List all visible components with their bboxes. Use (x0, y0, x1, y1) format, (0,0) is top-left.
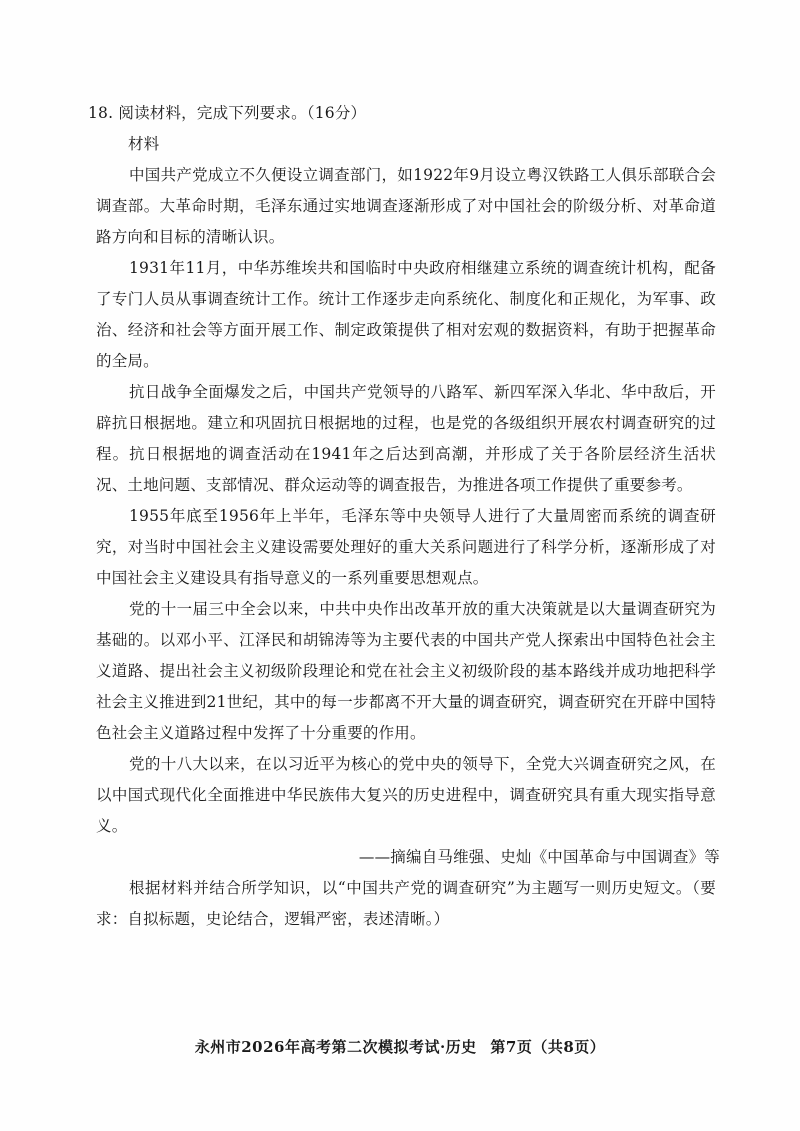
material-paragraph-6: 党的十八大以来，在以习近平为核心的党中央的领导下，全党大兴调查研究之风，在以中国式现代化全面推进中华民族伟大复兴的历史进程中，调查研究具有重大现实指导意义。 (96, 755, 716, 835)
footer-exam-title: 永州市2026年高考第二次模拟考试·历史 (194, 1038, 477, 1056)
material-paragraph-3: 抗日战争全面爆发之后，中国共产党领导的八路军、新四军深入华北、华中敌后，开辟抗日根据地。建立和巩固抗日根据地的过程，也是党的各级组织开展农村调查研究的过程。抗日根据地的调查活动在1941年之后达到高潮，并形成了关于各阶层经济生活状况、土地问题、支部情况、群众运动等的调查报告，为推进各项工作提供了重要参考。 (96, 383, 716, 494)
question-header: 18. 阅读材料，完成下列要求。（16分） (88, 104, 367, 122)
material-label: 材料 (128, 135, 160, 153)
footer-page-number: 第7页（共8页） (490, 1038, 606, 1056)
question-task: 根据材料并结合所学知识，以“中国共产党的调查研究”为主题写一则历史短文。（要求：自拟标题，史论结合，逻辑严密，表述清晰。） (96, 879, 716, 928)
material-source: ——摘编自马维强、史灿《中国革命与中国调查》等 (358, 848, 720, 866)
page-footer (0, 1036, 800, 1057)
material-paragraph-2: 1931年11月，中华苏维埃共和国临时中央政府相继建立系统的调查统计机构，配备了专门人员从事调查统计工作。统计工作逐步走向系统化、制度化和正规化，为军事、政治、经济和社会等方面开展工作、制定政策提供了相对宏观的数据资料，有助于把握革命的全局。 (96, 259, 716, 370)
material-paragraph-1: 中国共产党成立不久便设立调查部门，如1922年9月设立粤汉铁路工人俱乐部联合会调查部。大革命时期，毛泽东通过实地调查逐渐形成了对中国社会的阶级分析、对革命道路方向和目标的清晰认识。 (96, 166, 716, 246)
material-paragraph-4: 1955年底至1956年上半年，毛泽东等中央领导人进行了大量周密而系统的调查研究，对当时中国社会主义建设需要处理好的重大关系问题进行了科学分析，逐渐形成了对中国社会主义建设具有指导意义的一系列重要思想观点。 (96, 507, 716, 587)
material-paragraph-5: 党的十一届三中全会以来，中共中央作出改革开放的重大决策就是以大量调查研究为基础的。以邓小平、江泽民和胡锦涛等为主要代表的中国共产党人探索出中国特色社会主义道路、提出社会主义初级阶段理论和党在社会主义初级阶段的基本路线并成功地把科学社会主义推进到21世纪，其中的每一步都离不开大量的调查研究，调查研究在开辟中国特色社会主义道路过程中发挥了十分重要的作用。 (96, 600, 716, 742)
question-body (88, 98, 720, 935)
